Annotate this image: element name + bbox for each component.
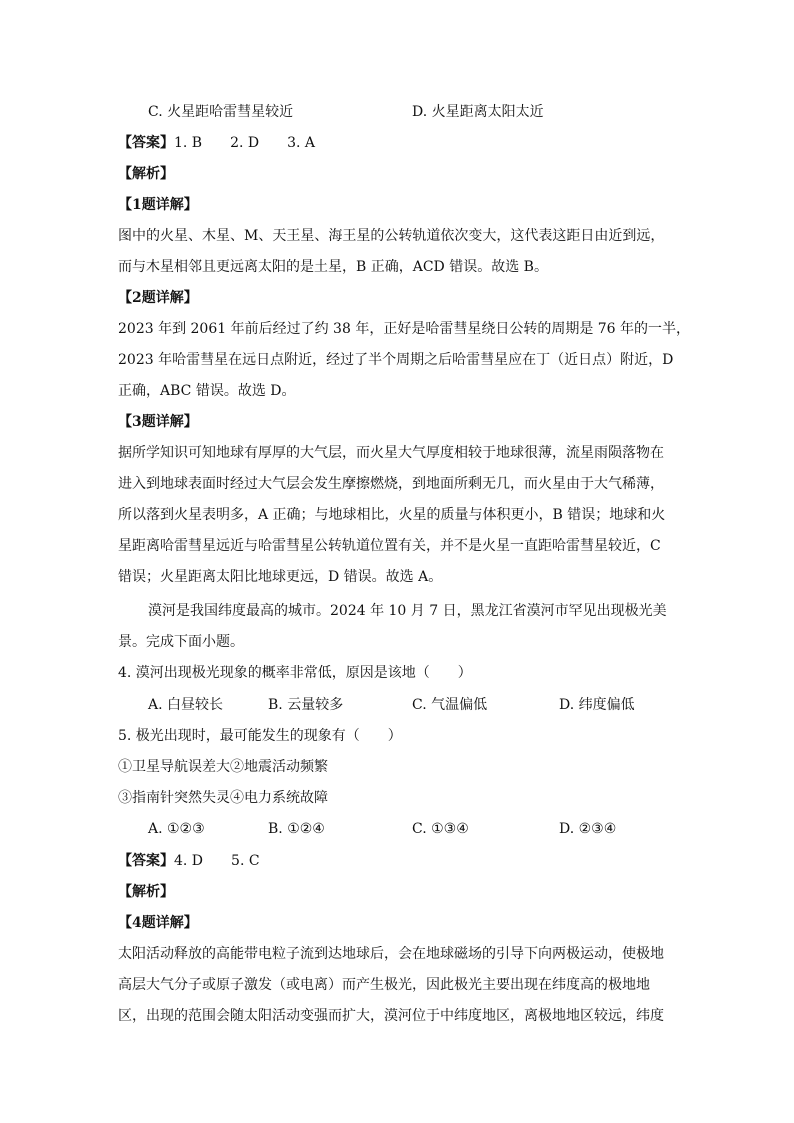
q5-option-b: B. ①②④	[268, 821, 325, 837]
detail-1-line: 图中的火星、木星、M、天王星、海王星的公转轨道依次变大，这代表这距日由近到远，	[118, 228, 665, 244]
q5-stem: 5. 极光出现时，最可能发生的现象有（ ）	[118, 728, 402, 744]
q5-item-line: ③指南针突然失灵④电力系统故障	[118, 790, 328, 806]
answer-1-line	[118, 128, 678, 159]
detail-1-line: 而与木星相邻且更远离太阳的是土星，B 正确，ACD 错误。故选 B。	[118, 259, 548, 275]
detail-4-heading: 【4题详解】	[118, 915, 198, 931]
detail-4-line: 区，出现的范围会随太阳活动变强而扩大，漠河位于中纬度地区，离极地地区较远，纬度	[118, 1008, 664, 1024]
detail-2-line: 2023 年哈雷彗星在远日点附近，经过了半个周期之后哈雷彗星应在丁（近日点）附近，D	[118, 352, 674, 368]
q4-option-c: C. 气温偏低	[412, 697, 488, 713]
answer-2-label: 【答案】	[118, 853, 174, 869]
q5-option-c: C. ①③④	[412, 821, 469, 837]
q5-item-line: ①卫星导航误差大②地震活动频繁	[118, 759, 328, 775]
detail-4-line: 太阳活动释放的高能带电粒子流到达地球后，会在地球磁场的引导下向两极运动，使极地	[118, 946, 664, 962]
q3-options-row	[118, 97, 678, 128]
intro-line: 景。完成下面小题。	[118, 634, 244, 650]
analysis-1-heading: 【解析】	[118, 166, 174, 182]
detail-3-line: 据所学知识可知地球有厚厚的大气层，而火星大气厚度相较于地球很薄，流星雨陨落物在	[118, 445, 664, 461]
q5-option-a: A. ①②③	[148, 821, 205, 837]
detail-3-heading: 【3题详解】	[118, 414, 198, 430]
q5-option-d: D. ②③④	[559, 821, 617, 837]
detail-2-line: 正确，ABC 错误。故选 D。	[118, 383, 296, 399]
q4-stem: 4. 漠河出现极光现象的概率非常低，原因是该地（ ）	[118, 665, 472, 681]
detail-3-line: 错误；火星距离太阳比地球更远，D 错误。故选 A。	[118, 569, 443, 585]
intro-line: 漠河是我国纬度最高的城市。2024 年 10 月 7 日，黑龙江省漠河市罕见出现极光美	[148, 603, 667, 619]
detail-3-line: 所以落到火星表明多，A 正确；与地球相比，火星的质量与体积更小，B 错误；地球和火	[118, 507, 666, 523]
q3-option-d: D. 火星距离太阳太近	[412, 104, 544, 120]
detail-3-line: 进入到地球表面时经过大气层会发生摩擦燃烧，到地面所剩无几，而火星由于大气稀薄，	[118, 476, 664, 492]
answer-1-label: 【答案】	[118, 135, 174, 151]
analysis-2-heading: 【解析】	[118, 884, 174, 900]
answer-1-value: 1. B 2. D 3. A	[174, 135, 316, 151]
answer-2-line	[118, 846, 678, 877]
q4-option-d: D. 纬度偏低	[559, 697, 635, 713]
detail-1-heading: 【1题详解】	[118, 197, 198, 213]
detail-4-line: 高层大气分子或原子激发（或电离）而产生极光，因此极光主要出现在纬度高的极地地	[118, 977, 650, 993]
q5-options-row	[118, 814, 678, 845]
q4-option-b: B. 云量较多	[268, 697, 344, 713]
q4-option-a: A. 白昼较长	[148, 697, 224, 713]
detail-2-heading: 【2题详解】	[118, 290, 198, 306]
q4-options-row	[118, 690, 678, 721]
detail-3-line: 星距离哈雷彗星远近与哈雷彗星公转轨道位置有关，并不是火星一直距哈雷彗星较近，C	[118, 538, 661, 554]
detail-2-line: 2023 年到 2061 年前后经过了约 38 年，正好是哈雷彗星绕日公转的周期是 76 年的一半，	[118, 321, 691, 337]
q3-option-c: C. 火星距哈雷彗星较近	[148, 104, 294, 120]
answer-2-value: 4. D 5. C	[174, 853, 260, 869]
